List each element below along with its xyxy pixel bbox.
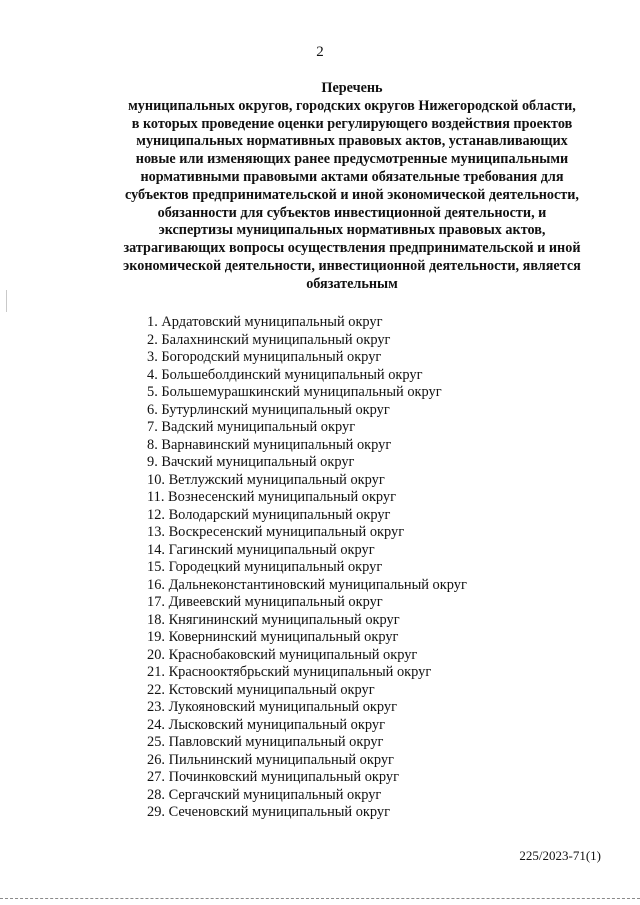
title-line: затрагивающих вопросы осуществления предпринимательской и иной — [123, 240, 581, 257]
list-item: 18. Княгининский муниципальный округ — [147, 611, 400, 628]
title-line: обязательным — [306, 275, 398, 292]
list-item: 26. Пильнинский муниципальный округ — [147, 751, 394, 768]
list-item: 9. Вачский муниципальный округ — [147, 454, 355, 470]
page-number: 2 — [316, 44, 324, 60]
list-item: 3. Богородский муниципальный округ — [147, 349, 382, 365]
list-item: 1. Ардатовский муниципальный округ — [147, 314, 383, 330]
list-item: 19. Ковернинский муниципальный округ — [147, 629, 399, 645]
list-item: 10. Ветлужский муниципальный округ — [147, 471, 385, 488]
list-item: 4. Большеболдинский муниципальный округ — [147, 366, 423, 383]
document-code: 225/2023-71(1) — [519, 848, 601, 863]
list-item: 2. Балахнинский муниципальный округ — [147, 331, 391, 348]
list-item: 20. Краснобаковский муниципальный округ — [147, 646, 418, 663]
title-line: муниципальных нормативных правовых актов, устанавливающих — [136, 133, 568, 150]
list-item: 12. Володарский муниципальный округ — [147, 506, 391, 523]
scan-edge-line — [0, 898, 640, 899]
list-item: 27. Починковский муниципальный округ — [147, 769, 400, 785]
district-list — [147, 314, 467, 822]
list-item: 7. Вадский муниципальный округ — [147, 419, 356, 435]
list-item: 22. Кстовский муниципальный округ — [147, 681, 375, 698]
title-line: новые или изменяющих ранее предусмотренные муниципальными — [135, 151, 569, 168]
document-title — [96, 80, 608, 294]
title-line: муниципальных округов, городских округов Нижегородской области, — [128, 97, 576, 114]
title-line: экспертизы муниципальных нормативных правовых актов, — [158, 222, 546, 239]
title-line: обязанности для субъектов инвестиционной деятельности, и — [157, 204, 547, 221]
list-item: 8. Варнавинский муниципальный округ — [147, 436, 392, 453]
title-line: субъектов предпринимательской и иной экономической деятельности, — [125, 186, 579, 203]
list-item: 21. Краснооктябрьский муниципальный округ — [147, 664, 432, 680]
list-item: 16. Дальнеконстантиновский муниципальный округ — [147, 576, 467, 593]
list-item: 23. Лукояновский муниципальный округ — [147, 699, 397, 715]
list-item: 24. Лысковский муниципальный округ — [147, 716, 385, 733]
list-item: 28. Сергачский муниципальный округ — [147, 786, 382, 803]
list-item: 15. Городецкий муниципальный округ — [147, 559, 383, 575]
title-line: нормативными правовыми актами обязательные требования для — [140, 168, 564, 185]
title-line: в которых проведение оценки регулирующего воздействия проектов — [131, 115, 573, 132]
list-item: 17. Дивеевский муниципальный округ — [147, 594, 383, 610]
scan-artifact — [6, 290, 7, 312]
list-item: 25. Павловский муниципальный округ — [147, 734, 384, 750]
title-line: экономической деятельности, инвестиционной деятельности, является — [123, 257, 581, 274]
list-item: 11. Вознесенский муниципальный округ — [147, 489, 397, 505]
list-item: 29. Сеченовский муниципальный округ — [147, 804, 391, 820]
list-item: 5. Большемурашкинский муниципальный округ — [147, 384, 442, 400]
list-item: 6. Бутурлинский муниципальный округ — [147, 401, 390, 418]
list-item: 14. Гагинский муниципальный округ — [147, 541, 375, 558]
list-item: 13. Воскресенский муниципальный округ — [147, 524, 405, 540]
title-line: Перечень — [321, 80, 383, 96]
